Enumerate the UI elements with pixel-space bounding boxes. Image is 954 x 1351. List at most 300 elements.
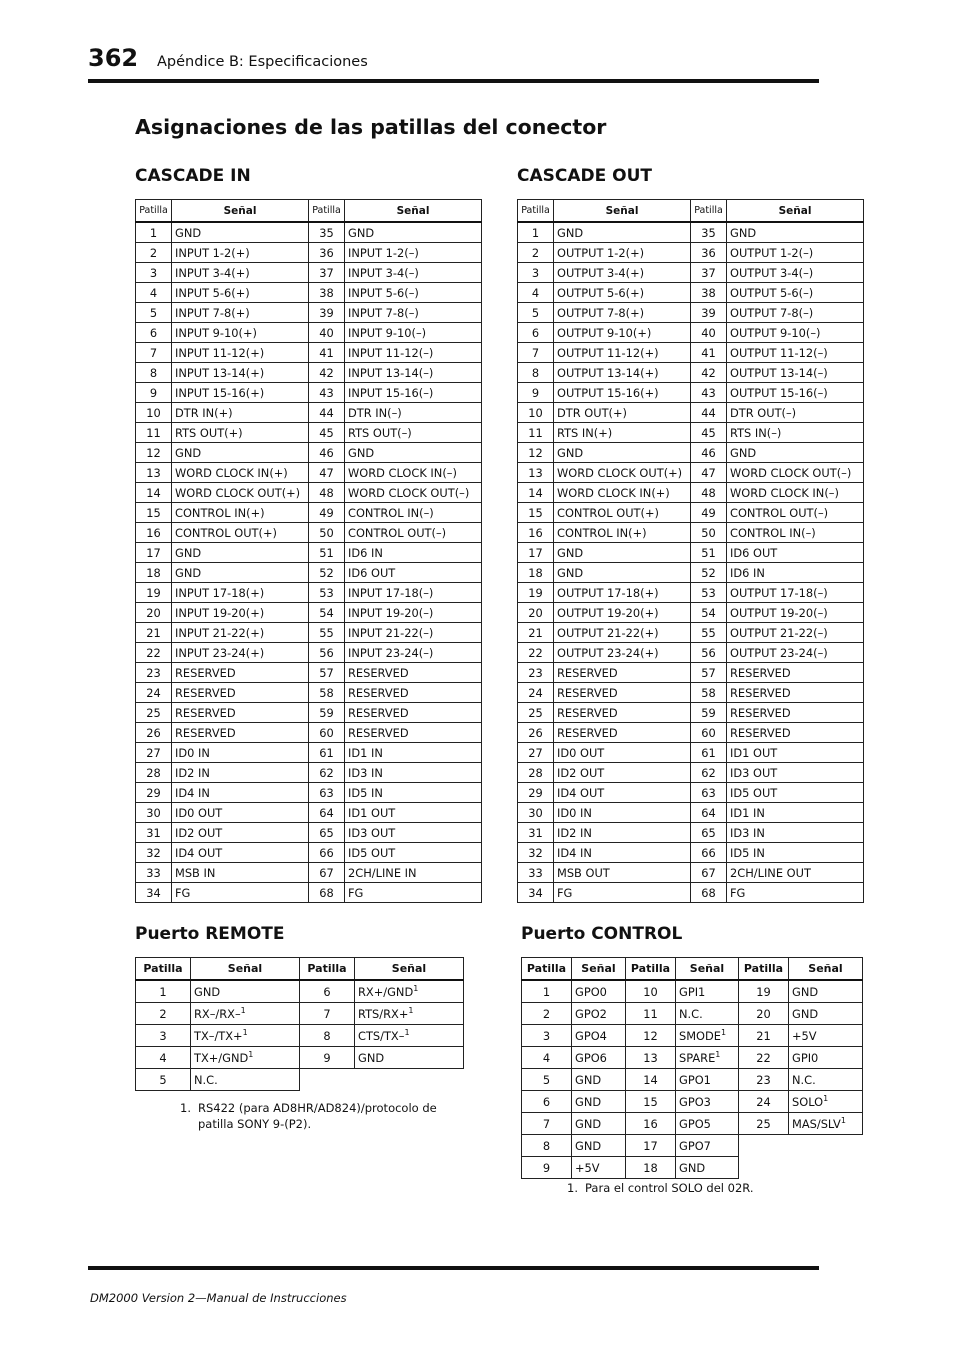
signal-cell: GND	[554, 543, 691, 563]
signal-cell	[676, 1047, 739, 1069]
pin-cell: 51	[691, 543, 727, 563]
cell-text: GPO0	[575, 984, 607, 999]
signal-cell: ID2 IN	[554, 823, 691, 843]
cell-text: 6	[323, 984, 331, 999]
signal-cell: 2CH/LINE IN	[345, 863, 482, 883]
cell-text: 22	[756, 1050, 771, 1065]
cell-text: 5	[542, 1072, 551, 1087]
pin-cell: 7	[518, 343, 554, 363]
signal-cell: WORD CLOCK IN(–)	[727, 483, 864, 503]
signal-cell: ID6 IN	[727, 563, 864, 583]
cell-text: GPO5	[679, 1116, 711, 1131]
table-row	[136, 803, 482, 823]
signal-cell: ID3 IN	[345, 763, 482, 783]
cell-text: 24	[756, 1094, 771, 1109]
pin-cell: 27	[518, 743, 554, 763]
signal-cell: CONTROL IN(–)	[727, 523, 864, 543]
pin-cell: 43	[691, 383, 727, 403]
pin-cell: 12	[518, 443, 554, 463]
signal-cell: OUTPUT 15-16(+)	[554, 383, 691, 403]
pin-cell: 17	[136, 543, 172, 563]
cell-text: GND	[194, 984, 221, 999]
pin-cell: 61	[691, 743, 727, 763]
signal-cell: ID6 OUT	[345, 563, 482, 583]
cell-text: CTS/TX–	[358, 1028, 405, 1043]
signal-cell	[191, 1047, 300, 1069]
pin-cell: 47	[691, 463, 727, 483]
table-row	[518, 783, 864, 803]
pin-cell: 64	[691, 803, 727, 823]
signal-cell	[191, 1003, 300, 1025]
signal-cell: RESERVED	[172, 683, 309, 703]
table-row	[136, 703, 482, 723]
signal-cell: CONTROL OUT(–)	[727, 503, 864, 523]
pin-cell: 55	[691, 623, 727, 643]
table-row	[136, 583, 482, 603]
cell-text: 8	[323, 1028, 331, 1043]
signal-cell: ID3 OUT	[727, 763, 864, 783]
pin-cell	[522, 1047, 572, 1069]
cell-text: GND	[575, 1072, 602, 1087]
control-footnote-number: 1.	[567, 1181, 578, 1195]
pin-cell	[739, 1003, 789, 1025]
pin-cell	[136, 1003, 191, 1025]
pin-cell: 42	[309, 363, 345, 383]
signal-cell: GND	[172, 563, 309, 583]
signal-cell: RESERVED	[727, 663, 864, 683]
pin-cell: 23	[136, 663, 172, 683]
table-row	[136, 263, 482, 283]
signal-cell	[191, 1069, 300, 1091]
signal-cell	[789, 1025, 863, 1047]
table-row	[136, 663, 482, 683]
table-row	[518, 763, 864, 783]
table-row	[518, 523, 864, 543]
signal-cell: RTS IN(–)	[727, 423, 864, 443]
pin-cell: 32	[136, 843, 172, 863]
cell-text: RX–/RX–	[194, 1006, 241, 1021]
pin-cell: 24	[518, 683, 554, 703]
table-row	[136, 743, 482, 763]
cascade-in-heading: CASCADE IN	[135, 166, 251, 186]
signal-cell	[789, 1069, 863, 1091]
signal-cell: ID1 OUT	[727, 743, 864, 763]
table-row	[518, 383, 864, 403]
signal-cell: GND	[727, 443, 864, 463]
pin-cell: 13	[136, 463, 172, 483]
pin-cell: 35	[309, 222, 345, 243]
pin-cell: 16	[518, 523, 554, 543]
pin-cell	[626, 1135, 676, 1157]
pin-cell	[522, 1135, 572, 1157]
remote-footnote: RS422 (para AD8HR/AD824)/protocolo de patilla SONY 9-(P2).	[198, 1101, 437, 1131]
pin-cell: 43	[309, 383, 345, 403]
table-row	[518, 703, 864, 723]
pin-cell	[626, 1047, 676, 1069]
signal-cell: GND	[172, 443, 309, 463]
signal-cell: OUTPUT 5-6(–)	[727, 283, 864, 303]
cell-text: SMODE	[679, 1028, 721, 1043]
pin-cell	[136, 980, 191, 1003]
pin-cell	[522, 1069, 572, 1091]
table-row	[136, 723, 482, 743]
table-row	[136, 643, 482, 663]
pin-cell: 20	[518, 603, 554, 623]
signal-cell	[676, 1135, 739, 1157]
pin-cell: 30	[136, 803, 172, 823]
pin-cell: 50	[309, 523, 345, 543]
pin-cell: 37	[309, 263, 345, 283]
pin-cell: 35	[691, 222, 727, 243]
col-pin: Patilla	[518, 200, 554, 223]
signal-cell: RESERVED	[554, 703, 691, 723]
signal-cell: OUTPUT 7-8(–)	[727, 303, 864, 323]
pin-cell: 45	[691, 423, 727, 443]
pin-cell: 10	[518, 403, 554, 423]
footnote-marker: 1	[408, 1005, 414, 1015]
pin-cell: 60	[691, 723, 727, 743]
pin-cell: 36	[309, 243, 345, 263]
signal-cell: WORD CLOCK IN(+)	[554, 483, 691, 503]
signal-cell	[789, 1091, 863, 1113]
signal-cell: ID5 IN	[727, 843, 864, 863]
signal-cell: INPUT 17-18(+)	[172, 583, 309, 603]
cell-text: 9	[542, 1160, 551, 1175]
remote-table	[135, 957, 464, 1091]
table-row	[518, 483, 864, 503]
signal-cell: ID6 IN	[345, 543, 482, 563]
pin-cell: 31	[136, 823, 172, 843]
pin-cell: 20	[136, 603, 172, 623]
pin-cell: 37	[691, 263, 727, 283]
cell-text: +5V	[575, 1160, 600, 1175]
signal-cell: OUTPUT 13-14(+)	[554, 363, 691, 383]
pin-cell	[739, 1025, 789, 1047]
pin-cell: 52	[309, 563, 345, 583]
pin-cell	[136, 1047, 191, 1069]
pin-cell: 40	[309, 323, 345, 343]
signal-cell: RESERVED	[554, 663, 691, 683]
cell-text: 7	[323, 1006, 331, 1021]
signal-cell: OUTPUT 21-22(+)	[554, 623, 691, 643]
table-row	[136, 243, 482, 263]
cell-text: 8	[542, 1138, 551, 1153]
table-row	[136, 1047, 464, 1069]
signal-cell: WORD CLOCK OUT(–)	[727, 463, 864, 483]
signal-cell: OUTPUT 19-20(+)	[554, 603, 691, 623]
table-row	[522, 1091, 863, 1113]
signal-cell: INPUT 17-18(–)	[345, 583, 482, 603]
signal-cell: INPUT 13-14(+)	[172, 363, 309, 383]
pin-cell: 9	[518, 383, 554, 403]
cell-text: GPO1	[679, 1072, 711, 1087]
signal-cell: CONTROL IN(+)	[172, 503, 309, 523]
cell-text: GPO3	[679, 1094, 711, 1109]
pin-cell: 66	[691, 843, 727, 863]
pin-cell: 26	[136, 723, 172, 743]
pin-cell: 46	[691, 443, 727, 463]
table-row	[518, 283, 864, 303]
footnote-marker: 1	[242, 1027, 248, 1037]
signal-cell: RTS OUT(–)	[345, 423, 482, 443]
cascade-out-table	[517, 199, 864, 903]
pin-cell	[739, 1069, 789, 1091]
signal-cell: OUTPUT 13-14(–)	[727, 363, 864, 383]
pin-cell: 48	[691, 483, 727, 503]
pin-cell: 62	[309, 763, 345, 783]
cell-text: 19	[756, 984, 771, 999]
pin-cell: 15	[136, 503, 172, 523]
table-row	[136, 1069, 464, 1091]
signal-cell	[355, 1003, 464, 1025]
signal-cell	[572, 1135, 626, 1157]
cell-text: TX+/GND	[194, 1050, 249, 1065]
table-row	[136, 283, 482, 303]
signal-cell: INPUT 3-4(+)	[172, 263, 309, 283]
pin-cell: 65	[309, 823, 345, 843]
pin-cell: 53	[309, 583, 345, 603]
pin-cell: 48	[309, 483, 345, 503]
cell-text: GND	[575, 1094, 602, 1109]
pin-cell	[522, 1113, 572, 1135]
cell-text: 21	[756, 1028, 771, 1043]
signal-cell: MSB IN	[172, 863, 309, 883]
footnote-marker: 1	[240, 1005, 246, 1015]
pin-cell: 19	[136, 583, 172, 603]
signal-cell: OUTPUT 11-12(–)	[727, 343, 864, 363]
table-row	[518, 623, 864, 643]
signal-cell	[676, 1091, 739, 1113]
control-table	[521, 957, 863, 1179]
table-row	[136, 543, 482, 563]
pin-cell: 21	[518, 623, 554, 643]
table-row	[136, 222, 482, 243]
pin-cell: 24	[136, 683, 172, 703]
table-row	[518, 563, 864, 583]
table-row	[518, 663, 864, 683]
table-row	[136, 403, 482, 423]
control-footnote: Para el control SOLO del 02R.	[585, 1181, 754, 1195]
cell-text: 14	[643, 1072, 658, 1087]
signal-cell: CONTROL OUT(+)	[172, 523, 309, 543]
table-row	[136, 463, 482, 483]
remote-heading: Puerto REMOTE	[135, 924, 285, 944]
pin-cell: 41	[309, 343, 345, 363]
footnote-marker: 1	[823, 1093, 829, 1103]
table-row	[136, 863, 482, 883]
pin-cell: 44	[309, 403, 345, 423]
signal-cell: INPUT 7-8(–)	[345, 303, 482, 323]
table-row	[136, 523, 482, 543]
signal-cell: OUTPUT 1-2(+)	[554, 243, 691, 263]
signal-cell	[572, 1091, 626, 1113]
cell-text: 5	[159, 1072, 167, 1087]
table-row	[518, 743, 864, 763]
signal-cell: ID0 IN	[172, 743, 309, 763]
table-row	[136, 783, 482, 803]
signal-cell: GND	[554, 563, 691, 583]
pin-cell: 30	[518, 803, 554, 823]
table-row	[136, 683, 482, 703]
pin-cell: 61	[309, 743, 345, 763]
table-row	[136, 343, 482, 363]
pin-cell: 25	[136, 703, 172, 723]
pin-cell	[626, 1025, 676, 1047]
signal-cell: ID3 IN	[727, 823, 864, 843]
pin-cell: 58	[309, 683, 345, 703]
empty-cell	[739, 1135, 789, 1157]
signal-cell: OUTPUT 3-4(–)	[727, 263, 864, 283]
table-row	[136, 623, 482, 643]
cell-text: 3	[542, 1028, 551, 1043]
signal-cell: FG	[727, 883, 864, 903]
pin-cell: 18	[518, 563, 554, 583]
col-signal: Señal	[191, 958, 300, 981]
signal-cell: DTR OUT(–)	[727, 403, 864, 423]
table-row	[518, 443, 864, 463]
table-row	[136, 843, 482, 863]
pin-cell: 47	[309, 463, 345, 483]
table-row	[522, 1047, 863, 1069]
signal-cell: GND	[345, 443, 482, 463]
signal-cell: OUTPUT 21-22(–)	[727, 623, 864, 643]
signal-cell	[789, 1047, 863, 1069]
pin-cell: 59	[309, 703, 345, 723]
signal-cell: GND	[345, 222, 482, 243]
pin-cell	[522, 1025, 572, 1047]
pin-cell: 63	[309, 783, 345, 803]
cell-text: 18	[643, 1160, 658, 1175]
cell-text: SOLO	[792, 1094, 824, 1109]
signal-cell: ID5 OUT	[727, 783, 864, 803]
pin-cell: 2	[136, 243, 172, 263]
signal-cell: INPUT 23-24(–)	[345, 643, 482, 663]
signal-cell: GND	[172, 222, 309, 243]
signal-cell: INPUT 7-8(+)	[172, 303, 309, 323]
pin-cell: 9	[136, 383, 172, 403]
signal-cell	[355, 980, 464, 1003]
table-row	[518, 403, 864, 423]
pin-cell: 45	[309, 423, 345, 443]
table-row	[136, 603, 482, 623]
table-row	[518, 543, 864, 563]
pin-cell: 59	[691, 703, 727, 723]
pin-cell	[626, 1069, 676, 1091]
empty-cell	[300, 1069, 355, 1091]
table-row	[518, 243, 864, 263]
cell-text: N.C.	[194, 1072, 218, 1087]
cell-text: GND	[575, 1138, 602, 1153]
signal-cell: GND	[554, 443, 691, 463]
signal-cell: RESERVED	[345, 683, 482, 703]
signal-cell: OUTPUT 17-18(+)	[554, 583, 691, 603]
signal-cell: INPUT 15-16(–)	[345, 383, 482, 403]
footnote-marker: 1	[715, 1049, 721, 1059]
cell-text: 23	[756, 1072, 771, 1087]
signal-cell: CONTROL OUT(–)	[345, 523, 482, 543]
cascade-in-table	[135, 199, 482, 903]
table-row	[522, 1003, 863, 1025]
cell-text: 10	[643, 984, 658, 999]
col-pin: Patilla	[309, 200, 345, 223]
pin-cell	[522, 980, 572, 1003]
signal-cell	[572, 1157, 626, 1179]
pin-cell: 41	[691, 343, 727, 363]
pin-cell: 22	[518, 643, 554, 663]
pin-cell: 29	[136, 783, 172, 803]
pin-cell: 67	[691, 863, 727, 883]
table-row	[522, 1069, 863, 1091]
signal-cell: DTR OUT(+)	[554, 403, 691, 423]
signal-cell: WORD CLOCK OUT(+)	[554, 463, 691, 483]
signal-cell: CONTROL IN(+)	[554, 523, 691, 543]
signal-cell: ID2 IN	[172, 763, 309, 783]
signal-cell	[789, 1003, 863, 1025]
signal-cell: ID0 OUT	[172, 803, 309, 823]
table-row	[518, 823, 864, 843]
cell-text: GND	[792, 984, 819, 999]
cell-text: GPO2	[575, 1006, 607, 1021]
cell-text: 6	[542, 1094, 551, 1109]
pin-cell	[300, 1003, 355, 1025]
pin-cell: 64	[309, 803, 345, 823]
pin-cell: 13	[518, 463, 554, 483]
pin-cell	[522, 1091, 572, 1113]
pin-cell: 2	[518, 243, 554, 263]
table-row	[522, 1025, 863, 1047]
signal-cell	[676, 1157, 739, 1179]
table-row	[518, 303, 864, 323]
signal-cell: RESERVED	[172, 703, 309, 723]
col-signal: Señal	[172, 200, 309, 223]
cell-text: 15	[643, 1094, 658, 1109]
bottom-rule	[88, 1266, 819, 1270]
signal-cell	[676, 1069, 739, 1091]
table-row	[518, 583, 864, 603]
signal-cell: INPUT 1-2(+)	[172, 243, 309, 263]
empty-cell	[355, 1069, 464, 1091]
pin-cell: 50	[691, 523, 727, 543]
signal-cell: ID1 IN	[727, 803, 864, 823]
pin-cell: 56	[691, 643, 727, 663]
page-number: 362	[88, 44, 139, 72]
pin-cell: 18	[136, 563, 172, 583]
pin-cell: 12	[136, 443, 172, 463]
signal-cell: INPUT 19-20(+)	[172, 603, 309, 623]
signal-cell: ID2 OUT	[172, 823, 309, 843]
col-signal: Señal	[676, 958, 739, 981]
col-signal: Señal	[572, 958, 626, 981]
col-signal: Señal	[554, 200, 691, 223]
pin-cell: 6	[136, 323, 172, 343]
col-signal: Señal	[355, 958, 464, 981]
signal-cell: MSB OUT	[554, 863, 691, 883]
table-row	[518, 843, 864, 863]
signal-cell: OUTPUT 17-18(–)	[727, 583, 864, 603]
pin-cell: 52	[691, 563, 727, 583]
table-row	[518, 643, 864, 663]
table-row	[136, 563, 482, 583]
cascade-out-heading: CASCADE OUT	[517, 166, 653, 186]
pin-cell: 40	[691, 323, 727, 343]
signal-cell: OUTPUT 7-8(+)	[554, 303, 691, 323]
table-row	[522, 1113, 863, 1135]
signal-cell: RESERVED	[172, 663, 309, 683]
table-row	[518, 683, 864, 703]
pin-cell: 21	[136, 623, 172, 643]
pin-cell: 19	[518, 583, 554, 603]
table-row	[136, 883, 482, 903]
